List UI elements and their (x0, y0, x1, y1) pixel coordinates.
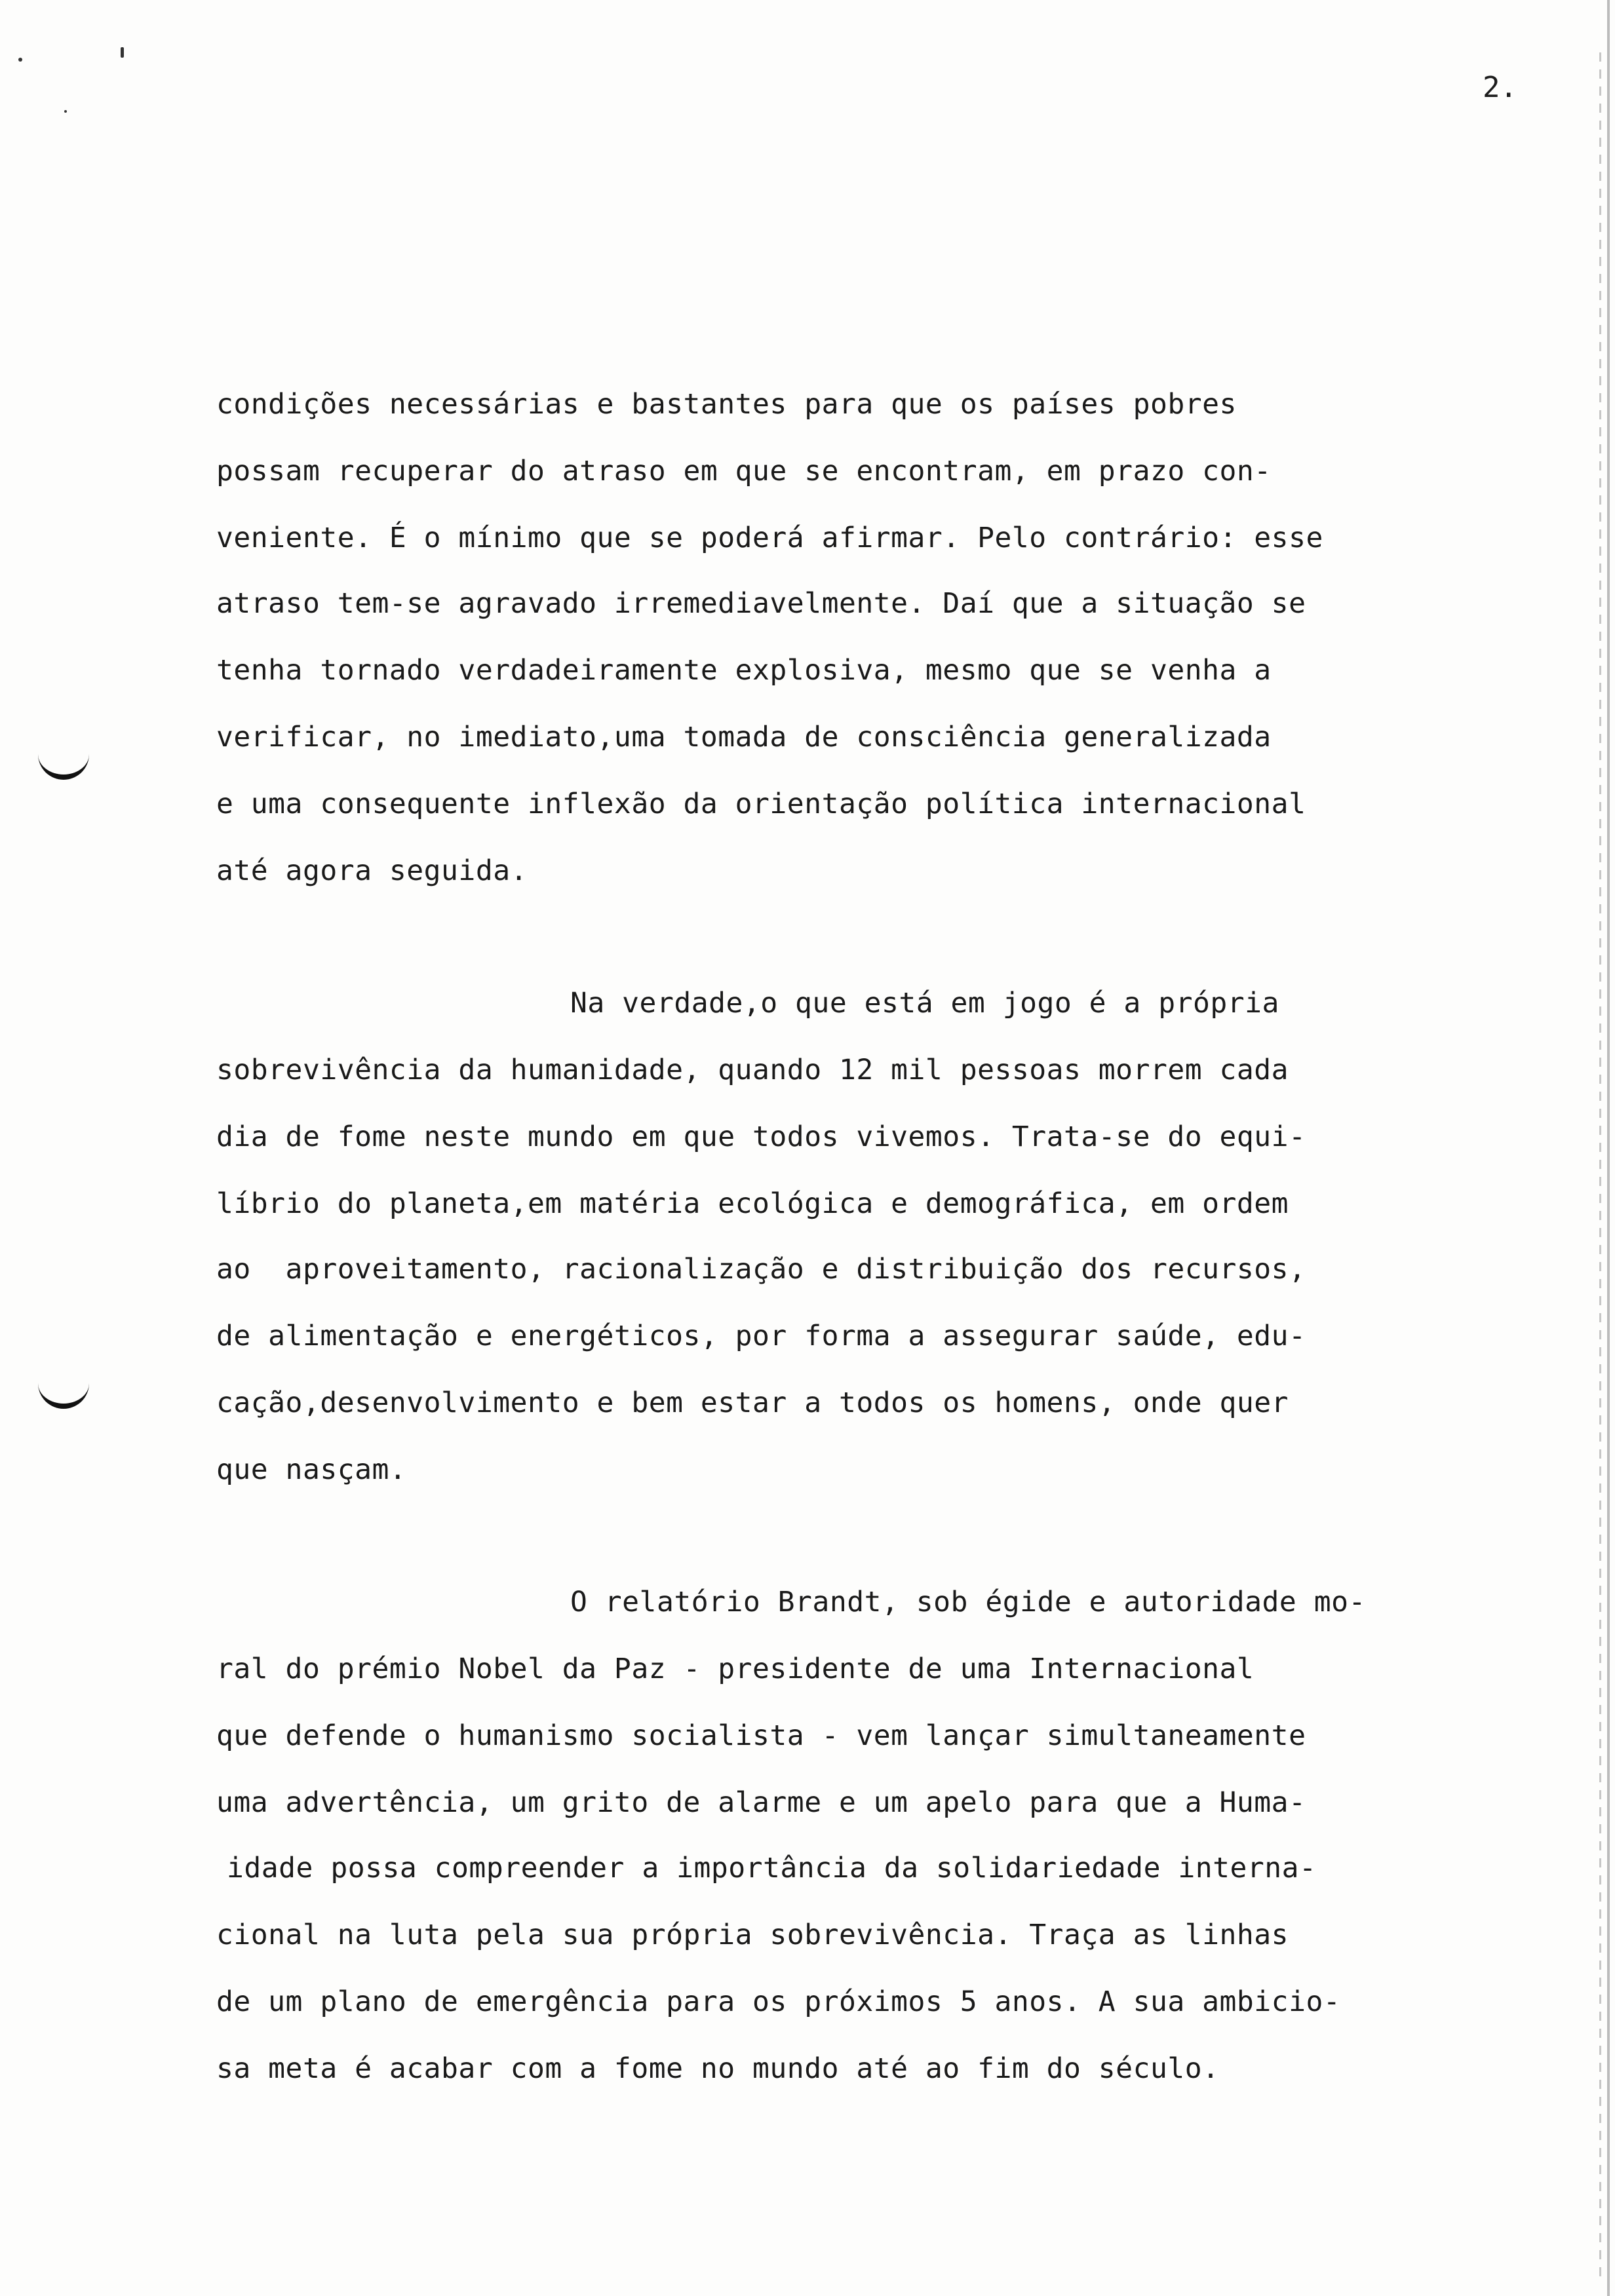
paragraph-1-line-1: condições necessárias e bastantes para que os países pobres (216, 388, 1237, 421)
paragraph-1-line-6: verificar, no imediato,uma tomada de consciência generalizada (216, 721, 1272, 754)
paragraph-2-line-7: cação,desenvolvimento e bem estar a todos os homens, onde quer (216, 1387, 1289, 1419)
paragraph-2-line-5: ao aproveitamento, racionalização e distribuição dos recursos, (216, 1253, 1306, 1286)
paragraph-1-line-8: até agora seguida. (216, 854, 528, 887)
paragraph-3-line-5: idade possa compreender a importância da solidariedade interna- (227, 1852, 1317, 1885)
paragraph-2-line-2: sobrevivência da humanidade, quando 12 mil pessoas morrem cada (216, 1054, 1289, 1086)
paragraph-3-line-4: uma advertência, um grito de alarme e um apelo para que a Huma- (216, 1786, 1306, 1819)
paragraph-3-line-2: ral do prémio Nobel da Paz - presidente de uma Internacional (216, 1653, 1255, 1685)
scan-edge (1607, 0, 1610, 2296)
paragraph-2-line-3: dia de fome neste mundo em que todos vivemos. Trata-se do equi- (216, 1120, 1306, 1153)
paragraph-3-line-3: que defende o humanismo socialista - vem lançar simultaneamente (216, 1719, 1306, 1752)
scan-speck (121, 47, 124, 58)
paragraph-1-line-7: e uma consequente inflexão da orientação política internacional (216, 788, 1306, 820)
paragraph-3-line-1: O relatório Brandt, sob égide e autoridade mo- (570, 1586, 1366, 1618)
paragraph-1-line-3: veniente. É o mínimo que se poderá afirmar. Pelo contrário: esse (216, 522, 1323, 554)
scan-speck (64, 110, 67, 113)
paragraph-1-line-2: possam recuperar do atraso em que se encontram, em prazo con- (216, 455, 1272, 488)
margin-mark (38, 1380, 89, 1409)
paragraph-3-line-8: sa meta é acabar com a fome no mundo até ao fim do século. (216, 2052, 1220, 2085)
page-number: 2. (1483, 71, 1517, 104)
paragraph-2-line-8: que nasçam. (216, 1453, 407, 1486)
paragraph-1-line-5: tenha tornado verdadeiramente explosiva, mesmo que se venha a (216, 654, 1272, 687)
paragraph-3-line-7: de um plano de emergência para os próximos 5 anos. A sua ambicio- (216, 1985, 1341, 2018)
paragraph-2-line-6: de alimentação e energéticos, por forma a assegurar saúde, edu- (216, 1320, 1306, 1352)
paragraph-2-line-1: Na verdade,o que está em jogo é a própria (570, 987, 1279, 1020)
paragraph-3-line-6: cional na luta pela sua própria sobrevivência. Traça as linhas (216, 1919, 1289, 1951)
margin-mark (38, 751, 89, 780)
paragraph-2-line-4: líbrio do planeta,em matéria ecológica e demográfica, em ordem (216, 1187, 1289, 1220)
scan-speck (18, 58, 22, 62)
scan-edge-rule (1599, 52, 1601, 2280)
paragraph-1-line-4: atraso tem-se agravado irremediavelmente. Daí que a situação se (216, 587, 1306, 620)
